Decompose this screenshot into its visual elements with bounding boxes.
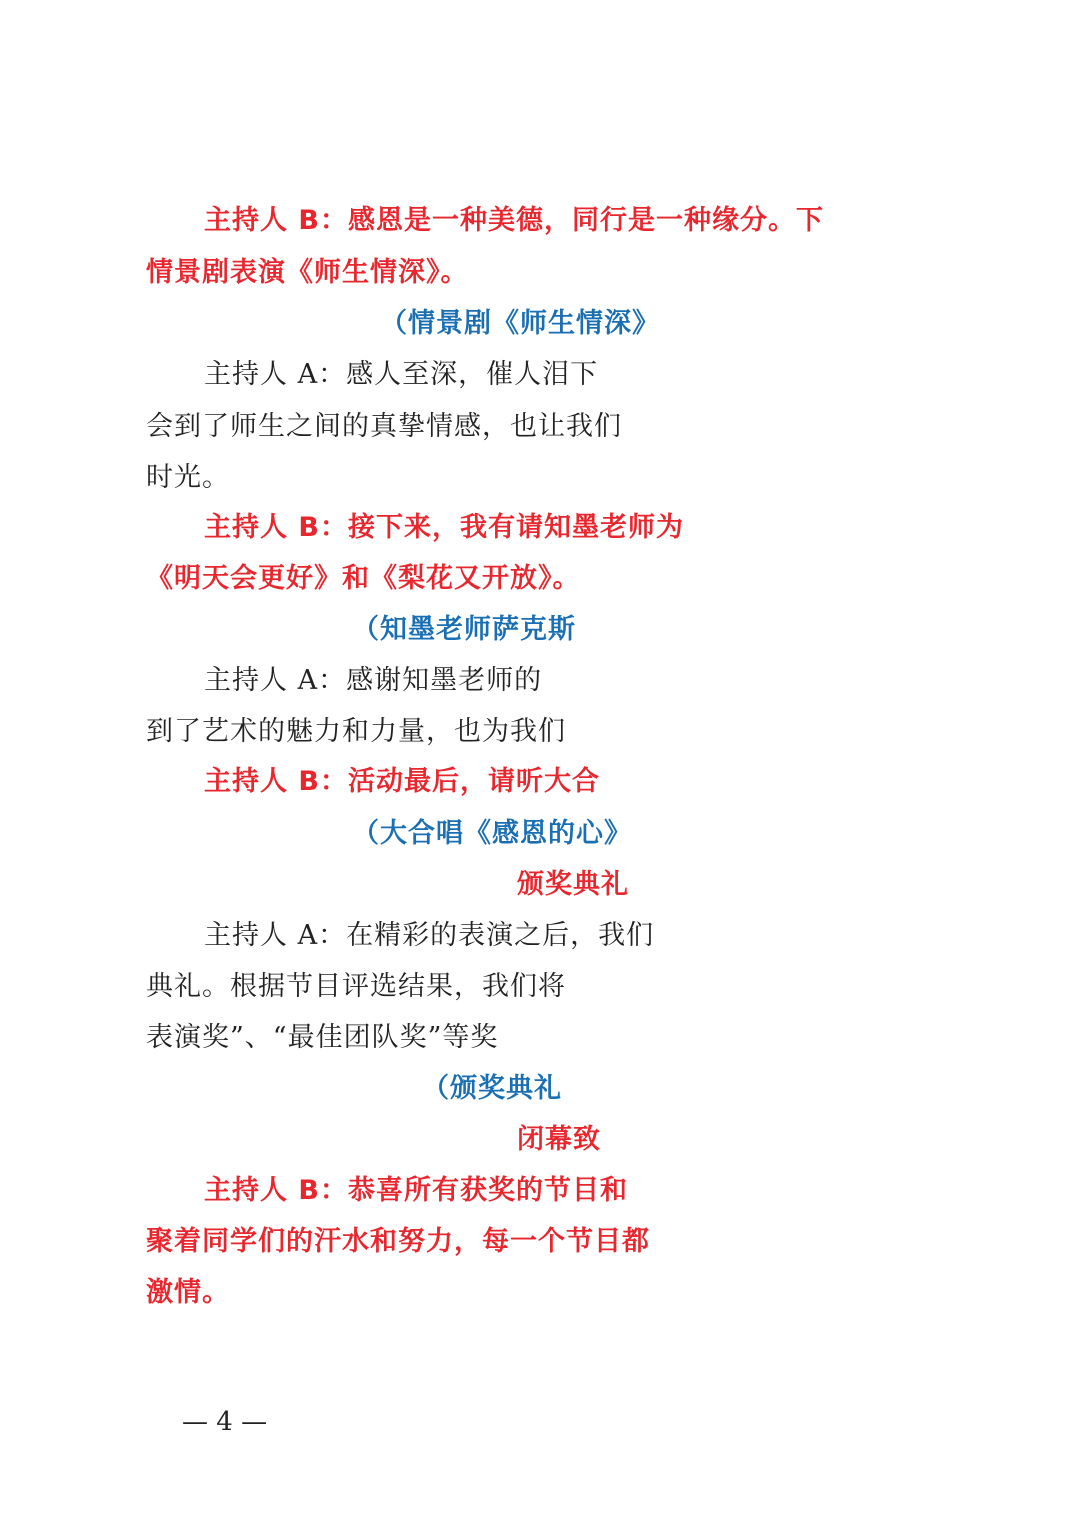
stage-direction: （知墨老师萨克斯 [352, 614, 576, 645]
host-a-line-cont: 时光。 [146, 462, 230, 493]
host-b-line: 主持人 B：恭喜所有获奖的节目和 [204, 1175, 628, 1206]
host-a-line-cont: 表演奖”、“最佳团队奖”等奖 [146, 1022, 499, 1053]
stage-direction: （情景剧《师生情深》 [380, 308, 660, 339]
host-b-line-cont: 聚着同学们的汗水和努力，每一个节目都 [146, 1226, 650, 1257]
host-a-line-cont: 到了艺术的魅力和力量，也为我们 [146, 716, 566, 747]
host-a-line: 主持人 A：感谢知墨老师的 [204, 665, 543, 696]
host-a-line: 主持人 A：在精彩的表演之后，我们 [204, 920, 655, 951]
section-heading: 颁奖典礼 [517, 869, 629, 900]
host-a-line-cont: 会到了师生之间的真挚情感，也让我们 [146, 411, 622, 442]
stage-direction: （颁奖典礼 [422, 1073, 562, 1104]
host-b-line: 主持人 B：感恩是一种美德，同行是一种缘分。下 [204, 205, 824, 236]
host-b-line-cont: 激情。 [146, 1277, 230, 1308]
page-number: — 4 — [182, 1407, 268, 1437]
host-b-line: 主持人 B：接下来，我有请知墨老师为 [204, 512, 684, 543]
section-heading: 闭幕致 [517, 1124, 601, 1155]
host-a-line: 主持人 A：感人至深，催人泪下 [204, 359, 599, 390]
stage-direction: （大合唱《感恩的心》 [352, 818, 632, 849]
host-b-line: 主持人 B：活动最后，请听大合 [204, 766, 600, 797]
host-a-line-cont: 典礼。根据节目评选结果，我们将 [146, 971, 566, 1002]
host-b-line-cont: 情景剧表演《师生情深》。 [146, 257, 469, 288]
host-b-line-cont: 《明天会更好》和《梨花又开放》。 [146, 563, 581, 594]
